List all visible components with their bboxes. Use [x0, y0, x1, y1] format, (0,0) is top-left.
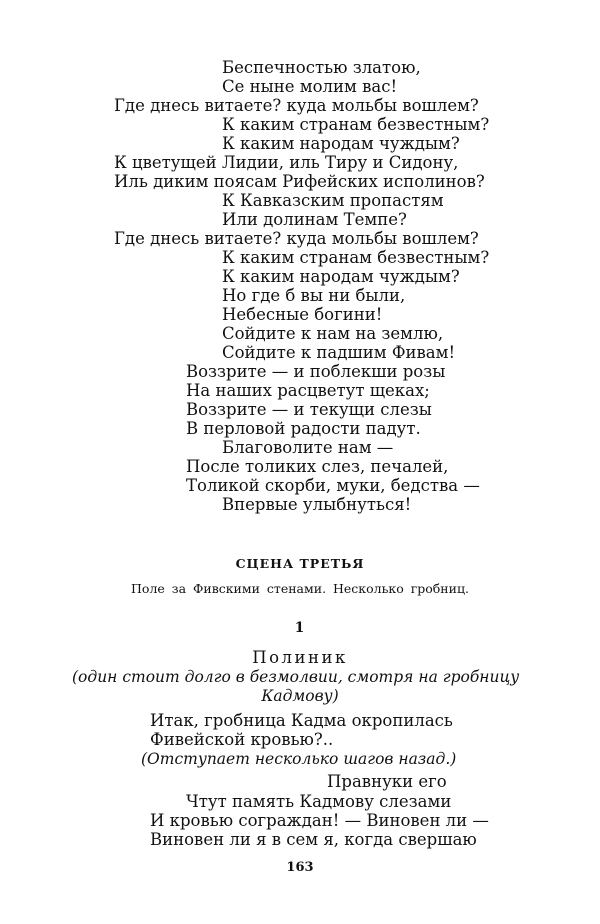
poem-line: На наших расцветут щеках; [186, 381, 430, 400]
poem-line: Впервые улыбнуться! [222, 495, 412, 514]
poem-line: К цветущей Лидии, иль Тиру и Сидону, [114, 153, 459, 172]
poem-line: Беспечностью златою, [222, 58, 421, 77]
scene-number: 1 [294, 620, 306, 636]
poem-line: Или долинам Темпе? [222, 210, 407, 229]
dialogue-line: Виновен ли я в сем я, когда свершаю [150, 830, 477, 849]
poem-line: После толиких слез, печалей, [186, 457, 449, 476]
poem-line: Сойдите к нам на землю, [222, 324, 444, 343]
poem-line: К каким странам безвестным? [222, 248, 490, 267]
poem-line: Небесные богини! [222, 305, 383, 324]
poem-line: Се ныне молим вас! [222, 77, 398, 96]
stage-direction: Кадмову) [261, 687, 339, 705]
poem-line: Толикой скорби, муки, бедства — [186, 476, 480, 495]
poem-line: К каким народам чуждым? [222, 134, 460, 153]
poem-line: Где днесь витаете? куда мольбы вошлем? [114, 96, 479, 115]
poem-line: Благоволите нам — [222, 438, 394, 457]
dialogue-line: И кровью сограждан! — Виновен ли — [150, 811, 489, 830]
poem-line: В перловой радости падут. [186, 419, 421, 438]
dialogue-line: Итак, гробница Кадма окропилась [150, 711, 453, 730]
speaker-name: Полиник [252, 648, 348, 667]
poem-line: К Кавказским пропастям [222, 191, 444, 210]
poem-line: Но где б вы ни были, [222, 286, 406, 305]
stage-direction: (Отступает несколько шагов назад.) [141, 750, 457, 768]
poem-line: К каким народам чуждым? [222, 267, 460, 286]
poem-line: Воззрите — и текущи слезы [186, 400, 432, 419]
poem-line: Иль диким поясам Рифейских исполинов? [114, 172, 485, 191]
poem-line: Воззрите — и поблекши розы [186, 362, 446, 381]
scene-heading: СЦЕНА ТРЕТЬЯ [235, 556, 365, 571]
poem-line: Сойдите к падшим Фивам! [222, 343, 456, 362]
dialogue-line: Фивейской кровью?.. [150, 730, 334, 749]
dialogue-line: Чтут память Кадмову слезами [186, 792, 452, 811]
dialogue-line: Правнуки его [327, 772, 447, 791]
stage-direction: (один стоит долго в безмолвии, смотря на гробницу [72, 668, 520, 686]
poem-line: К каким странам безвестным? [222, 115, 490, 134]
page-number: 163 [286, 860, 314, 875]
scene-setting: Поле за Фивскими стенами. Несколько гробниц. [131, 581, 469, 596]
poem-line: Где днесь витаете? куда мольбы вошлем? [114, 229, 479, 248]
